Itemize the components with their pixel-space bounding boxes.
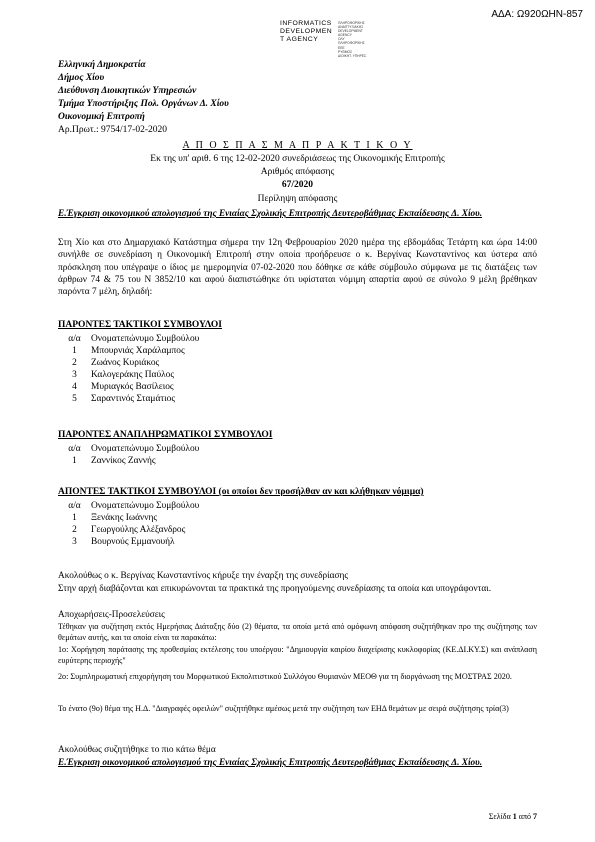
page-footer: [489, 812, 537, 821]
table-row: [58, 382, 199, 394]
member-number: 2: [72, 525, 77, 536]
present-substitute-heading: ΠΑΡΟΝΤΕΣ ΑΝΑΠΛΗΡΩΜΑΤΙΚΟΙ ΣΥΜΒΟΥΛΟΙ: [58, 430, 273, 440]
protocol-number: Αρ.Πρωτ.: 9754/17-02-2020: [58, 125, 168, 135]
member-name: Καλογεράκης Παύλος: [91, 370, 175, 381]
decision-subject: Ε.Έγκριση οικονομικού απολογισμού της Ενιαίας Σχολικής Επιτροπής Δευτεροβάθμιας Εκπαίδευσης Δ. Χίου.: [58, 209, 483, 219]
member-number: 2: [72, 358, 77, 369]
ada-code: ΑΔΑ: Ω920ΩΗΝ-857: [491, 9, 583, 20]
page-of-label: από: [518, 812, 531, 821]
decision-subject-repeat: Ε.Έγκριση οικονομικού απολογισμού της Ενιαίας Σχολικής Επιτροπής Δευτεροβάθμιας Εκπαίδευσης Δ. Χίου.: [58, 758, 483, 768]
member-number: 5: [72, 394, 77, 405]
member-name: Ζαννίκος Ζαννής: [91, 456, 156, 467]
present-regular-heading: ΠΑΡΟΝΤΕΣ ΤΑΚΤΙΚΟΙ ΣΥΜΒΟΥΛΟΙ: [58, 320, 222, 330]
member-number: 4: [72, 382, 77, 393]
table-row: [58, 525, 199, 537]
table-row: [58, 394, 199, 406]
member-number: 3: [72, 537, 77, 548]
extra-agenda-item-1: 1ο: Χορήγηση παράτασης της προθεσμίας εκτέλεσης του υποέργου: "Δημιουργία καιρίου διαχείρισης κυκλοφορίας (ΚΕ.ΔΙ.ΚΥ.Σ) και ανάπλαση ευρύτερης περιοχής": [58, 645, 537, 665]
table-row: [58, 456, 199, 468]
decision-number: 67/2020: [281, 180, 314, 190]
member-name: Ζωάνος Κυριάκος: [91, 358, 160, 369]
member-name: Μπουρνιάς Χαράλαμπος: [91, 346, 185, 357]
table-row: [58, 513, 199, 525]
absent-heading: ΑΠΟΝΤΕΣ ΤΑΚΤΙΚΟΙ ΣΥΜΒΟΥΛΟΙ (οι οποίοι δεν προσήλθαν αν και κλήθηκαν νόμιμα): [58, 487, 424, 497]
member-name: Μυριαγκός Βασίλειος: [91, 382, 174, 393]
member-number: 3: [72, 370, 77, 381]
column-number-header: α/α: [68, 501, 81, 511]
withdrawals-heading: Αποχωρήσεις-Προσελεύσεις: [58, 610, 165, 620]
page-total: 7: [533, 812, 537, 821]
table-row: [58, 346, 199, 358]
table-header-row: [58, 501, 199, 513]
opening-statement: Ακολούθως ο κ. Βεργίνας Κωνσταντίνος κήρυξε την έναρξη της συνεδρίασης: [58, 571, 349, 581]
present-regular-table: [58, 334, 199, 407]
header-republic: Ελληνική Δημοκρατία: [58, 60, 146, 70]
informatics-development-agency-logo: [280, 20, 370, 58]
minutes-approval: Στην αρχή διαβάζονται και επικυρώνονται τα πρακτικά της προηγούμενης συνεδρίασης τα οποία και υπογράφονται.: [58, 584, 492, 594]
member-name: Βουρνούς Εμμανουήλ: [91, 537, 175, 548]
table-header-row: [58, 444, 199, 456]
column-name-header: Ονοματεπώνυμο Συμβούλου: [91, 444, 200, 454]
member-name: Ξενάκης Ιωάννης: [91, 513, 158, 524]
page-number: 1: [512, 812, 517, 821]
session-line: Εκ της υπ' αριθ. 6 της 12-02-2020 συνεδριάσεως της Οικονομικής Επιτροπής: [150, 154, 445, 164]
table-header-row: [58, 334, 199, 346]
column-number-header: α/α: [68, 444, 81, 454]
member-number: 1: [72, 513, 77, 524]
column-number-header: α/α: [68, 334, 81, 344]
column-name-header: Ονοματεπώνυμο Συμβούλου: [91, 501, 200, 511]
absent-table: [58, 501, 199, 549]
member-name: Σαραντινός Σταμάτιος: [91, 394, 176, 405]
header-committee: Οικονομική Επιτροπή: [58, 112, 145, 122]
issuer-header: [58, 59, 229, 137]
page-label: Σελίδα: [488, 812, 511, 821]
document-title: Α Π Ο Σ Π Α Σ Μ Α Π Ρ Α Κ Τ Ι Κ Ο Υ: [182, 140, 413, 151]
header-directorate: Διεύθυνση Διοικητικών Υπηρεσιών: [58, 86, 197, 96]
column-name-header: Ονοματεπώνυμο Συμβούλου: [91, 334, 200, 344]
header-department: Τμήμα Υποστήριξης Πολ. Οργάνων Δ. Χίου: [58, 99, 229, 109]
table-row: [58, 370, 199, 382]
table-row: [58, 358, 199, 370]
intro-paragraph: Στη Χίο και στο Δημαρχιακό Κατάστημα σήμερα την 12η Φεβρουαρίου 2020 ημέρα της εβδομάδας Τετάρτη και ώρα 14:00 συνήλθε σε συνεδρίαση η Οικονομική Επιτροπή στην οποία προήδρευσε ο κ. Βεργίνας Κωνσταντίνος και ύστερα από πρόσκληση που υπέγραψε ο ίδιος με ημερομηνία 07-02-2020 που δόθηκε σε κάθε σύμβουλο σύμφωνα με τις διατάξεις των άρθρων 74 & 75 του Ν 3852/10 και αφού διαπιστώθηκε ότι υφίσταται νόμιμη απαρτία αφού σε σύνολο 9 μέλη βρέθηκαν παρόντα 7 μέλη, δηλαδή:: [58, 238, 537, 298]
member-number: 1: [72, 346, 77, 357]
next-topic-line: Ακολούθως συζητήθηκε το πιο κάτω θέμα: [58, 745, 216, 755]
present-substitute-table: [58, 444, 199, 468]
summary-label: Περίληψη απόφασης: [257, 194, 338, 204]
logo-text: INFORMATICS DEVELOPMEN T AGENCY: [280, 20, 333, 44]
member-number: 1: [72, 456, 77, 467]
extra-agenda-note: Τέθηκαν για συζήτηση εκτός Ημερήσιας Διάταξης δύο (2) θέματα, τα οποία μετά από ομόφωνη απόφαση συζητήθηκαν προ της συζήτησης των θεμάτων αυτής, και τα οποία είναι τα παρακάτω:: [58, 622, 537, 642]
table-row: [58, 537, 199, 549]
logo-subtext: ΠΛΗΡΟΦΟΡΙΚΗΣ ΑΝΑΠΤΥΞΙΑΚΗΣ DEVELOPMENT AGENCY ΟΛΥ ΠΛΗΡΟΦΟΡΙΚΗΣ ΕΕΕ ΡΥΘΜΟΣ ΔΙΟΙΚΗΤ. ΥΠΗΡΕΣ.: [338, 21, 367, 58]
header-municipality: Δήμος Χίου: [58, 73, 105, 83]
agenda-order-note: Το ένατο (9ο) θέμα της Η.Δ. "Διαγραφές οφειλών" συζητήθηκε αμέσως μετά την συζήτηση των ΕΗΔ θεμάτων με σειρά συζήτησης τρία(3): [58, 704, 509, 713]
member-name: Γεωργούλης Αλέξανδρος: [91, 525, 186, 536]
decision-label: Αριθμός απόφασης: [260, 167, 335, 177]
extra-agenda-item-2: 2ο: Συμπληρωματική επιχορήγηση του Μορφωτικού Εκπολιτιστικού Συλλόγου Θυμιανών ΜΕΟΘ για τη διοργάνωση της ΜΟΣΤΡΑΣ 2020.: [58, 672, 512, 681]
